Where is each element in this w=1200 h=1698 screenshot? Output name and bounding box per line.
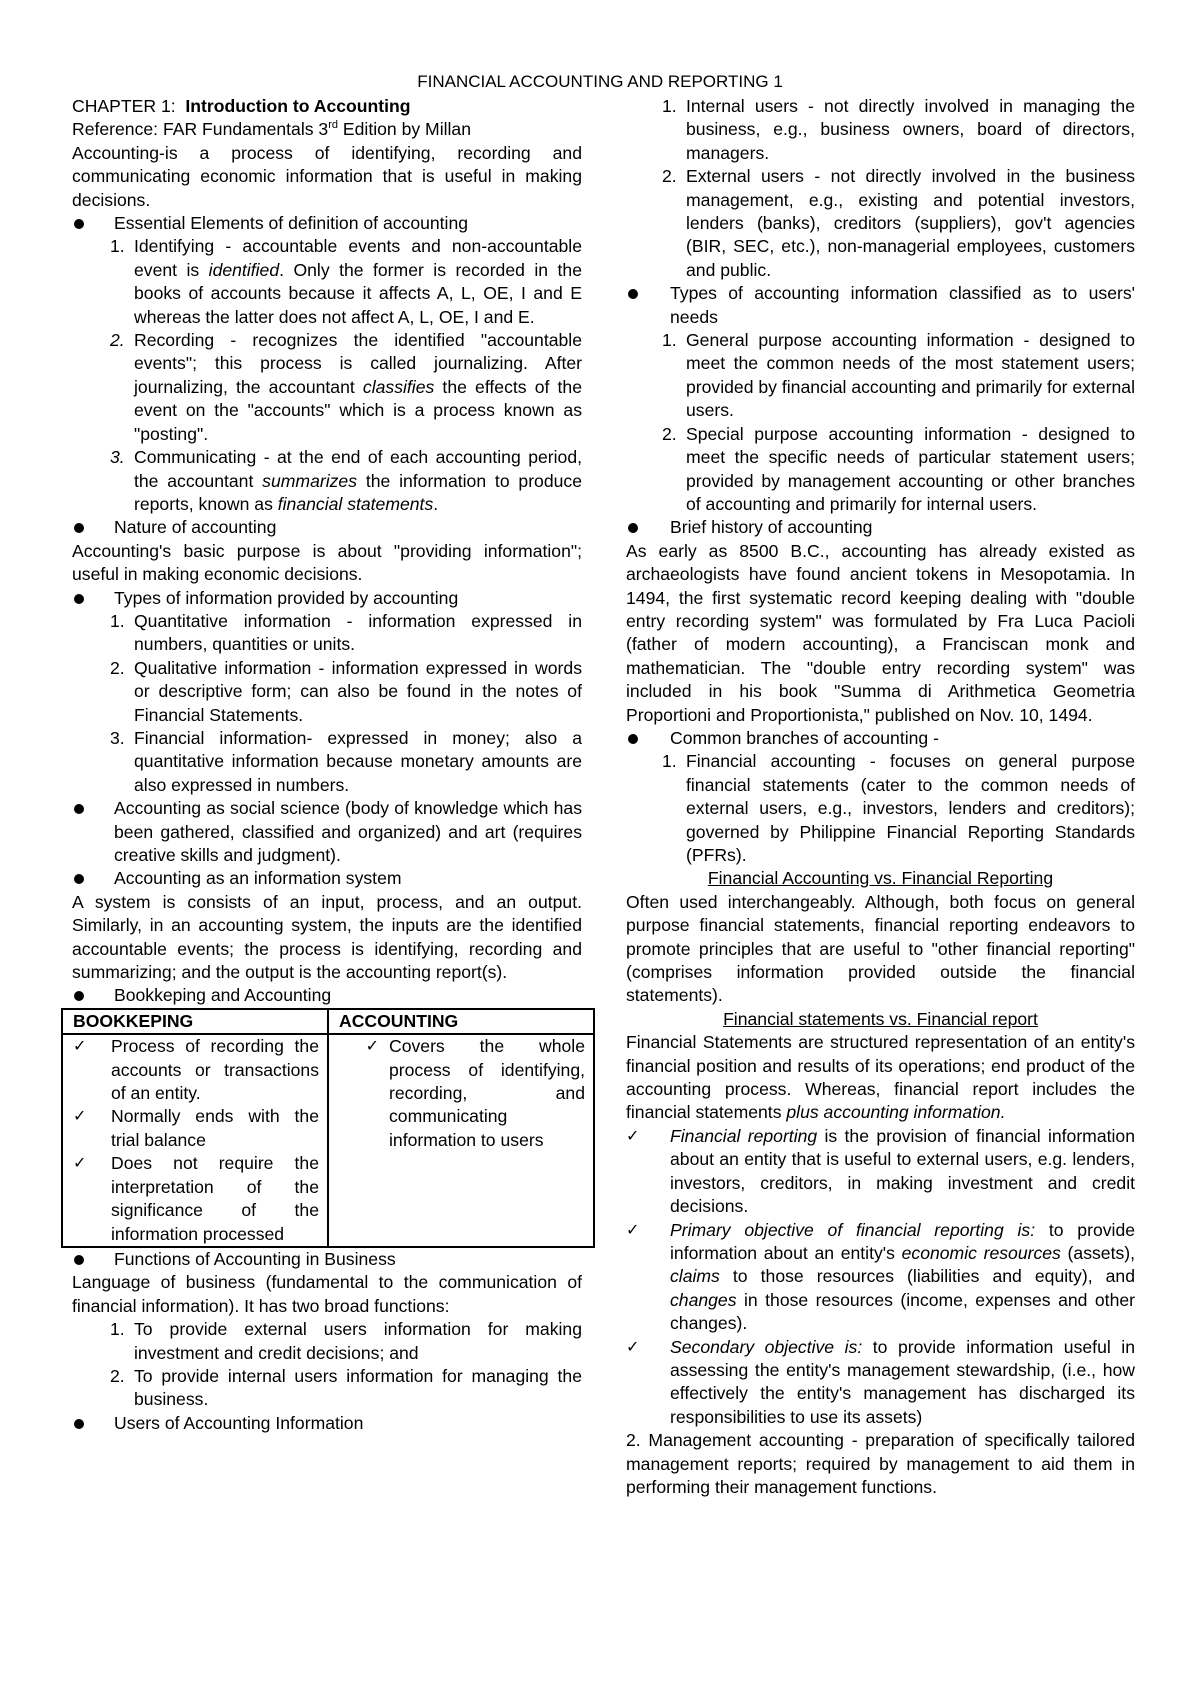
list-item: 2. Qualitative information - information expressed in words or descriptive form; can also be found in the notes of Financial Statements.: [110, 657, 582, 725]
bullet-item: Essential Elements of definition of accounting: [72, 212, 582, 235]
check-icon: ✓: [626, 1221, 640, 1239]
check-item: ✓ Primary objective of financial reporting is: to provide information about an entity's economic resources (assets), claims to those resources (liabilities and equity), and changes in those resources (income, expenses and other changes).: [626, 1219, 1136, 1334]
bullet-item: Nature of accounting: [72, 516, 582, 539]
bullet-item: Accounting as an information system: [72, 867, 582, 890]
check-icon: ✓: [626, 1338, 640, 1356]
list-item: 1. To provide external users information for making investment and credit decisions; and: [110, 1319, 582, 1363]
chapter-title: Introduction to Accounting: [185, 96, 411, 116]
list-item: 2. To provide internal users information for managing the business.: [110, 1365, 582, 1410]
bullet-icon: [628, 523, 638, 533]
bullet-icon: [74, 523, 84, 533]
left-column: [72, 95, 585, 1435]
bullet-item: Brief history of accounting: [626, 516, 1135, 539]
bullet-icon: [74, 874, 84, 884]
list-item: 2. External users - not directly involved in the business management, e.g., existing and potential investors, lenders (banks), creditors (suppliers), gov't agencies (BIR, SEC, etc.), non-managerial employees, customers and public.: [662, 166, 1135, 280]
bullet-item: Common branches of accounting -: [626, 727, 1135, 750]
bullet-icon: [74, 219, 84, 229]
bullet-icon: [74, 594, 84, 604]
subheading: Financial statements vs. Financial report: [723, 1008, 1038, 1029]
check-icon: ✓: [73, 1108, 87, 1126]
bullet-icon: [74, 991, 84, 1001]
page-header: FINANCIAL ACCOUNTING AND REPORTING 1: [417, 72, 783, 91]
paragraph: Financial Statements are structured representation of an entity's financial position and results of its operations; end product of the accounting process. Whereas, financial report includes the financial statements plus accounting information.: [626, 1032, 1135, 1123]
check-item: ✓ Financial reporting is the provision of financial information about an entity that is useful to external users, e.g. lenders, investors, creditors, in making investment and credit decisions.: [626, 1125, 1135, 1217]
list-item: 3. Communicating - at the end of each accounting period, the accountant summarizes the information to produce reports, known as financial statements.: [110, 447, 582, 514]
bullet-item: Types of information provided by accounting: [72, 587, 582, 610]
bullet-item: Types of accounting information classified as to users' needs: [626, 282, 1135, 329]
paragraph: Often used interchangeably. Although, both focus on general purpose financial statements, financial reporting endeavors to promote principles that are useful to "other financial reporting" (comprises information provided outside the financial statements).: [626, 891, 1135, 1006]
table-header-bookkeeping: BOOKKEPING: [62, 1009, 328, 1034]
chapter-heading: CHAPTER 1: Introduction to Accounting: [72, 96, 411, 116]
check-item: ✓ Secondary objective is: to provide information useful in assessing the entity's management stewardship, (i.e., how effectively the entity's management has discharged its responsibilities to use its assets): [626, 1336, 1135, 1427]
bullet-icon: [74, 1419, 84, 1429]
bullet-item: Functions of Accounting in Business: [72, 1248, 582, 1271]
nature-paragraph: Accounting's basic purpose is about "providing information"; useful in making economic decisions.: [72, 540, 582, 585]
bullet-icon: [628, 734, 638, 744]
right-column: [626, 95, 1135, 1499]
bullet-item: Users of Accounting Information: [72, 1412, 582, 1435]
check-icon: ✓: [73, 1155, 87, 1173]
list-item: 3. Financial information- expressed in money; also a quantitative information because monetary amounts are also expressed in numbers.: [110, 727, 582, 795]
list-item: 1. Quantitative information - information expressed in numbers, quantities or units.: [110, 610, 582, 655]
bullet-item: Accounting as social science (body of knowledge which has been gathered, classified and organized) and art (requires creative skills and judgment).: [72, 797, 582, 867]
bullet-icon: [74, 804, 84, 814]
bullet-item: Bookkeping and Accounting: [72, 984, 582, 1007]
list-item: 2. Special purpose accounting information - designed to meet the specific needs of particular statement users; provided by management accounting or other branches of accounting and primarily for internal users.: [662, 423, 1135, 514]
bookkeeping-cell: ✓ Process of recording the accounts or transactions of an entity. ✓ Normally ends with the trial balance ✓ Does not require the interpretation of the significance of the information processed: [62, 1034, 328, 1247]
bookkeeping-vs-accounting-table: [61, 1008, 595, 1248]
bullet-icon: [74, 1255, 84, 1265]
check-icon: ✓: [73, 1038, 87, 1056]
list-item: 1. Identifying - accountable events and non-accountable event is identified. Only the former is recorded in the books of accounts because it affects A, L, OE, I and E whereas the latter does not affect A, L, OE, I and E.: [110, 236, 582, 327]
table-header-accounting: ACCOUNTING: [328, 1009, 594, 1034]
history-paragraph: As early as 8500 B.C., accounting has already existed as archaeologists have found ancient tokens in Mesopotamia. In 1494, the first systematic record keeping dealing with "double entry recording system" was formulated by Fra Luca Pacioli (father of modern accounting), a Franciscan monk and mathematician. The "double entry recording system" was included in his book "Summa di Arithmetica Geometria Proportioni and Proportionista," published on Nov. 10, 1494.: [626, 540, 1135, 725]
language-paragraph: Language of business (fundamental to the communication of financial information). It has two broad functions:: [72, 1272, 582, 1316]
check-icon: ✓: [365, 1038, 379, 1056]
accounting-cell: ✓ Covers the whole process of identifying, recording, and communicating information to users: [328, 1034, 594, 1247]
list-item: 1. Financial accounting - focuses on general purpose financial statements (cater to the common needs of external users, e.g., investors, lenders and creditors); governed by Philippine Financial Reporting Standards (PFRs).: [662, 751, 1135, 865]
reference-line: Reference: FAR Fundamentals 3rd Edition by Millan: [72, 119, 471, 140]
list-item: 1. General purpose accounting information - designed to meet the common needs of the most statement users; provided by financial accounting and primarily for external users.: [662, 330, 1135, 421]
check-icon: ✓: [626, 1127, 640, 1145]
subheading: Financial Accounting vs. Financial Reporting: [707, 868, 1054, 889]
list-item: 2. Recording - recognizes the identified "accountable events"; this process is called journalizing. After journalizing, the accountant classifies the effects of the event on the "accounts" which is a process known as "posting".: [110, 330, 583, 444]
accounting-definition: Accounting-is a process of identifying, recording and communicating economic information that is useful in making decisions.: [72, 142, 582, 210]
bullet-icon: [628, 289, 638, 299]
list-item: 1. Internal users - not directly involved in managing the business, e.g., business owners, board of directors, managers.: [662, 96, 1135, 163]
system-paragraph: A system is consists of an input, process, and an output. Similarly, in an accounting system, the inputs are the identified accountable events; the process is identifying, recording and summarizing; and the output is the accounting report(s).: [72, 891, 582, 983]
management-accounting-paragraph: 2. Management accounting - preparation of specifically tailored management reports; required by management to aid them in performing their management functions.: [626, 1430, 1135, 1497]
